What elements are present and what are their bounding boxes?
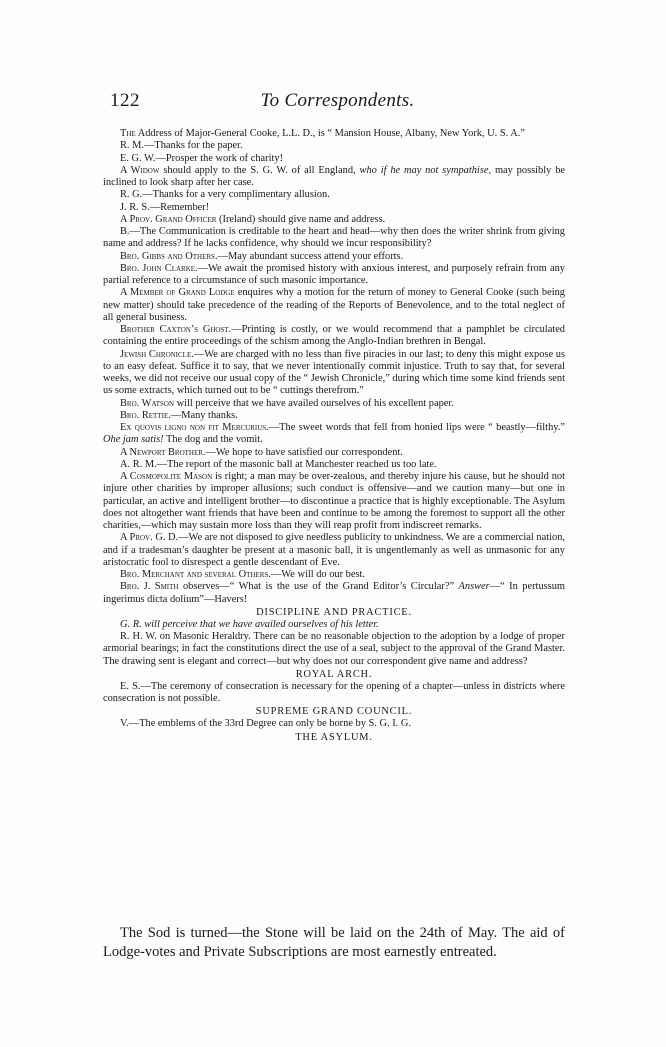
entry-text: —We hope to have satisfied our correspondent.: [205, 446, 403, 458]
entry-text: —We await the promised history with anxious interest, and purposely refrain from any partial reference to a circumstance of such masonic importance.: [103, 262, 565, 286]
correspondence-entry: [103, 471, 565, 532]
entry-lead: A Member of Grand Lodge: [120, 287, 235, 299]
entry-lead: Bro. Watson: [120, 397, 175, 409]
correspondence-entry: [103, 189, 565, 201]
royal-arch-entries: [103, 681, 565, 706]
entry-text: —We are not disposed to give needless publicity to unkindness. We are a commercial nation, and if a tradesman’s daughter be present at a masonic ball, it is ungentlemanly as well as unmasonic for any aristocratic fool to disrespect a gentle descendant of Eve.: [103, 532, 565, 568]
entry-text: V.—The emblems of the 33rd Degree can only be borne by S. G. I. G.: [120, 718, 411, 730]
entry-text: —Printing is costly, or we would recommend that a pamphlet be circulated containing the entire proceedings of the schism among the Anglo-Indian brethren in Bengal.: [103, 324, 565, 348]
entries-list: [103, 128, 565, 606]
correspondence-entry: [103, 128, 565, 140]
entry-text: should apply to the S. G. W. of all England,: [159, 164, 360, 176]
correspondence-entry: [103, 447, 565, 459]
correspondence-entry: [103, 251, 565, 263]
correspondence-entry: [103, 202, 565, 214]
correspondence-entry: [103, 581, 565, 606]
entry-text: is right; a man may be over-zealous, and thereby injure his cause, but he should not injure other charities by improper allusions; such conduct is offensive—and we caution many—but one in particular, an active and intelligent brother—to discontinue a practice that is highly exceptionable. The Asylum does not altogether want friends that have been and continue to be among the foremost to support all the other charities,—which may sustain more loss than they will reap profit from indiscreet remarks.: [103, 471, 565, 531]
entry-text: J. R. S.—Remember!: [120, 201, 210, 213]
discipline-entries: [103, 619, 565, 668]
entry-lead: A Prov. Grand Officer: [120, 213, 217, 225]
entry-text: E. G. W.—Prosper the work of charity!: [120, 152, 284, 164]
correspondence-entry: [103, 718, 565, 730]
entry-ital: who if he may not sympathise,: [359, 164, 492, 176]
entry-text: R. G.—Thanks for a very complimentary allusion.: [120, 189, 330, 201]
entry-lead: A Prov. G. D.: [120, 532, 179, 544]
page-header: [110, 90, 565, 114]
section-heading-asylum: THE ASYLUM.: [295, 731, 373, 743]
correspondence-entry: [103, 263, 565, 288]
asylum-notice-text: The Sod is turned—the Stone will be laid on the 24th of May. The aid of Lodge-votes and Private Subscriptions are most earnestly entreated.: [103, 925, 565, 960]
correspondence-entry: [103, 324, 565, 349]
entry-text: —Many thanks.: [170, 409, 238, 421]
correspondence-entry: [103, 226, 565, 251]
running-head: To Correspondents.: [260, 90, 415, 111]
correspondence-entry: [103, 140, 565, 152]
entry-text: —We are charged with no less than five piracies in our last; to deny this might expose us to an easy defeat. Suffice it to say, that we never intentionally commit injustice. Truth to say that, for several weeks, we did not receive our usual copy of the “ Jewish Chronicle,” during which time some kind friends sent us some extracts, which turned out to be “ cuttings therefrom.”: [103, 348, 566, 397]
supreme-council-entries: [103, 718, 565, 730]
entry-text2: —“ In pertussum ingerimus dicta dolium”—Havers!: [103, 581, 566, 605]
correspondence-entry: [103, 681, 565, 706]
entry-lead: A Widow: [120, 164, 160, 176]
entry-text: R. H. W. on Masonic Heraldry. There can be no reasonable objection to the adoption by a lodge of proper armorial bearings; in fact the constitutions direct the use of a seal, subject to the approval of the Grand Master. The drawing sent is elegant and correct—but why does not our correspondent give name and address?: [103, 631, 565, 667]
entry-text: Address of Major-General Cooke, L.L. D., is “ Mansion House, Albany, New York, U. S. A.”: [135, 128, 525, 139]
entry-lead: Bro. Merchant and several Others.: [120, 569, 271, 580]
entry-lead: Ex quovis ligno non fit Mercurius.: [120, 422, 269, 433]
correspondence-entry: [103, 214, 565, 226]
correspondence-entry: [103, 398, 565, 410]
section-heading-royal-arch: ROYAL ARCH.: [295, 668, 373, 680]
entry-lead: Bro. John Clarke.: [120, 262, 198, 274]
section-heading-supreme-council: SUPREME GRAND COUNCIL.: [255, 706, 413, 718]
entry-text: —The sweet words that fell from honied lips were “ beastly—filthy.”: [268, 422, 565, 433]
entry-text2: The dog and the vomit.: [163, 434, 263, 446]
entry-text: enquires why a motion for the return of money to General Cooke (such being new matter) should take precedence of the reading of the Reports of Benevolence, and to the total neglect of all general business.: [103, 287, 565, 323]
entry-lead: Bro. Gibbs and Others.: [120, 250, 218, 262]
entry-text: (Ireland) should give name and address.: [216, 213, 386, 225]
correspondence-entry: [103, 631, 565, 668]
entry-text: observes—“ What is the use of the Grand Editor’s Circular?”: [178, 581, 459, 593]
correspondence-entry: [103, 532, 565, 569]
correspondence-entry: [103, 422, 565, 447]
entry-text: B.—The Communication is creditable to the heart and head—why then does the writer shrink from giving name and address? If he lacks confidence, why should we incur responsibility?: [103, 226, 565, 250]
asylum-notice: [103, 924, 565, 962]
entry-lead: A Cosmopolite Mason: [120, 471, 213, 482]
entry-text: —May abundant success attend your efforts.: [217, 250, 404, 262]
correspondence-entry: [103, 619, 565, 631]
entry-ital: Ohe jam satis!: [103, 434, 164, 446]
correspondence-entry: [103, 349, 565, 398]
entry-lead: Bro. Rettie.: [120, 409, 171, 421]
page-number: 122: [110, 90, 140, 111]
section-heading-discipline: DISCIPLINE AND PRACTICE.: [256, 606, 412, 618]
correspondence-entry: [103, 569, 565, 581]
entry-text2: may possibly be inclined to look sharp after her case.: [103, 164, 565, 188]
correspondence-column: [103, 128, 565, 744]
entry-lead: Jewish Chronicle.: [120, 348, 194, 360]
correspondence-entry: [103, 459, 565, 471]
correspondence-entry: [103, 165, 565, 190]
entry-text: R. M.—Thanks for the paper.: [120, 140, 243, 152]
entry-lead: Brother Caxton’s Ghost.: [120, 324, 232, 335]
correspondence-entry: [103, 287, 565, 324]
entry-lead: A Newport Brother.: [120, 446, 206, 458]
entry-text: E. S.—The ceremony of consecration is necessary for the opening of a chapter—unless in districts where consecration is not possible.: [103, 680, 565, 704]
correspondence-entry: [103, 410, 565, 422]
entry-lead: The: [120, 128, 136, 139]
entry-text: A. R. M.—The report of the masonic ball at Manchester reached us too late.: [120, 458, 437, 470]
entry-ital: Answer: [458, 581, 490, 593]
entry-lead: Bro. J. Smith: [120, 581, 179, 593]
entry-ital: G. R. will perceive that we have availed ourselves of his letter.: [120, 618, 379, 630]
entry-text: —We will do our best.: [270, 569, 365, 580]
correspondence-entry: [103, 153, 565, 165]
entry-text: will perceive that we have availed ourselves of his excellent paper.: [174, 397, 454, 409]
